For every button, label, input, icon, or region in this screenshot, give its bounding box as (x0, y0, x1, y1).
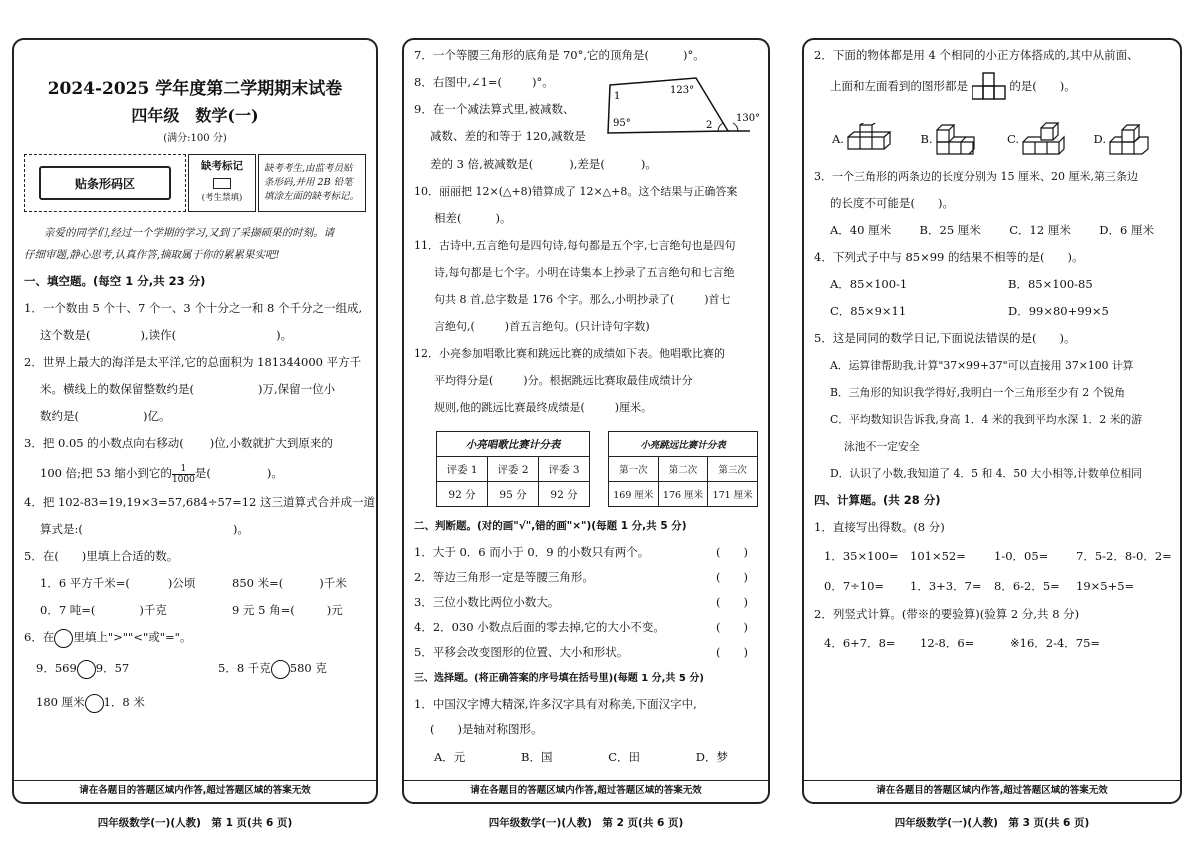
q8-answer[interactable] (502, 76, 532, 91)
angle-arc-130 (733, 123, 738, 131)
angle-arc-2 (718, 123, 723, 131)
q6-c-right: 1．8 米 (103, 695, 145, 709)
answer-area-footer: 请在各题目的答题区域内作答,超过答题区域的答案无效 (14, 780, 376, 802)
jump-value-3: 171 厘米 (708, 482, 758, 507)
page-1 (12, 38, 378, 804)
q10-line-2 (414, 205, 758, 232)
q4-line-1: 4．把 102-83=19,19×3=57,684÷57=12 这三道算式合并成一道 (24, 495, 376, 509)
choice-2-text-a: 上面和左面看到的图形都是 (830, 79, 968, 93)
fraction-numerator: 1 (172, 464, 195, 475)
singing-value-3: 92 分 (539, 482, 590, 507)
q1-answer-reading[interactable] (176, 329, 276, 344)
greeting-line-2: 仔细审题,静心思考,认真作答,摘取属于你的累累果实吧! (24, 249, 280, 261)
q11-text-b: )首七 (704, 293, 731, 306)
q5-heading: 5．在( )里填上合适的数。 (24, 549, 179, 563)
judge-4-text: 4．2．030 小数点后面的零去掉,它的大小不变。 (414, 620, 665, 634)
absent-mark-label: 缺考标记 (201, 160, 243, 172)
choice-2-option-a[interactable] (832, 115, 892, 163)
q3-text-d: 是( (194, 466, 211, 480)
page-number-3: 四年级数学(一)(人教) 第 3 页(共 6 页) (894, 817, 1090, 829)
q5-r2a-unit: )千克 (139, 603, 167, 617)
q8-text-b: )°。 (532, 75, 554, 89)
full-score: (满分:100 分) (163, 133, 227, 144)
judge-5-text: 5．平移会改变图形的位置、大小和形状。 (414, 645, 629, 659)
greeting-line-1: 亲爱的同学们,经过一个学期的学习,又到了采撷硕果的时刻。请 (44, 227, 335, 239)
q1-text-a: 这个数是( (40, 328, 91, 342)
q5-r1b-text: 850 米=( (232, 576, 284, 590)
q5-row-2 (24, 597, 366, 624)
judge-2 (414, 565, 758, 590)
compare-circle-icon (54, 629, 73, 648)
choice-2-option-b-label: B. (920, 132, 933, 146)
q5-r1b-answer[interactable] (283, 577, 319, 592)
singing-value-1: 92 分 (437, 482, 488, 507)
section-3-heading: 三、选择题。(将正确答案的序号填在括号里)(每题 1 分,共 5 分) (414, 673, 704, 684)
q2-text-d: 数约是( (40, 409, 79, 423)
q10-text-b: )。 (495, 211, 512, 225)
choice-5-line: 5．这是同同的数学日记,下面说法错误的是( )。 (814, 331, 1076, 345)
quadrilateral-figure (600, 73, 770, 143)
page-3 (802, 38, 1182, 804)
singing-value-2: 95 分 (488, 482, 539, 507)
choice-2-option-b[interactable] (920, 115, 978, 163)
q12-text-b: )分。根据跳远比赛取最佳成绩计分 (523, 374, 693, 387)
q6-b-right: 580 克 (289, 661, 327, 675)
singing-header-2: 评委 2 (488, 457, 539, 482)
choice-2-option-c[interactable] (1007, 115, 1065, 163)
choice-2-line-2 (814, 69, 1170, 103)
judge-3-paren[interactable]: ( ) (716, 595, 748, 609)
q12-text-d: )厘米。 (614, 401, 653, 414)
q12-answer-avg[interactable] (493, 374, 523, 389)
q12-answer-jump[interactable] (585, 401, 615, 416)
exam-grade-subject: 四年级 数学(一) (131, 106, 259, 125)
q11-line-1: 11．古诗中,五言绝句是四句诗,每句都是五个字,七言绝句也是四句 (414, 239, 736, 252)
q5-r1a-text: 1．6 平方千米=( (40, 576, 130, 590)
judge-5 (414, 640, 758, 665)
page-number-1: 四年级数学(一)(人教) 第 1 页(共 6 页) (97, 817, 293, 829)
jump-header-1: 第一次 (609, 457, 659, 482)
q6-a-right: 9．57 (95, 661, 130, 675)
q6-text-b: 里填上">""<"或"="。 (73, 630, 192, 644)
choice-4-option-a[interactable]: A．85×100-1 (830, 277, 908, 291)
judge-3-text: 3．三位小数比两位小数大。 (414, 595, 560, 609)
choice-2-option-c-label: C. (1007, 132, 1020, 146)
jump-header-3: 第三次 (708, 457, 758, 482)
answer-area-footer-3: 请在各题目的答题区域内作答,超过答题区域的答案无效 (804, 780, 1180, 802)
q6-text-a: 6．在 (24, 630, 55, 644)
calc-1-r2-d: 19×5+5= (1076, 579, 1135, 593)
judge-2-paren[interactable]: ( ) (716, 570, 748, 584)
q9-line-2: 减数、差的和等于 120,减数是 (430, 129, 586, 143)
cube-stack-c-icon (1021, 122, 1065, 156)
singing-header-1: 评委 1 (437, 457, 488, 482)
q11-text-d: )首五言绝句。(只计诗句字数) (504, 320, 650, 333)
q5-r1b-unit: )千米 (319, 576, 347, 590)
judge-2-text: 2．等边三角形一定是等腰三角形。 (414, 570, 594, 584)
q9-line-3 (414, 151, 758, 178)
q1-answer-number[interactable] (91, 329, 141, 344)
exam-title: 2024-2025 学年度第二学期期末试卷 (47, 79, 343, 99)
q11-line-4 (414, 313, 758, 340)
q10-answer[interactable] (462, 212, 496, 227)
q7-text-b: )°。 (683, 48, 705, 62)
q3-text-a: 3．把 0.05 的小数点向右移动( (24, 436, 184, 450)
q3-answer-2[interactable] (211, 467, 267, 482)
q1-line-1: 1．一个数由 5 个十、7 个一、3 个十分之一和 8 个千分之一组成, (24, 301, 363, 315)
q11-answer-7[interactable] (674, 293, 704, 308)
q9-answer-diff[interactable] (605, 158, 641, 173)
calc-1-r1-c: 1-0．05= (994, 549, 1049, 563)
q6-row-1 (24, 651, 366, 685)
choice-2-options (814, 103, 1170, 163)
q11-answer-5[interactable] (475, 320, 505, 335)
singing-table-caption: 小亮唱歌比赛计分表 (437, 432, 590, 457)
q12-text-c: 规则,他的跳远比赛最终成绩是( (434, 401, 585, 414)
judge-1-text: 1．大于 0．6 而小于 0．9 的小数只有两个。 (414, 545, 650, 559)
calc-2-row (814, 628, 1170, 658)
q3-line-2 (24, 457, 366, 489)
judge-4-paren[interactable]: ( ) (716, 620, 748, 634)
q3-text-c: 100 倍;把 53 缩小到它的 (40, 466, 172, 480)
q8-text-a: 8．右图中,∠1=( (414, 75, 503, 89)
q6-a-left: 9．569 (36, 661, 77, 675)
calc-1-r1-d: 7．5-2．8-0．2= (1076, 549, 1172, 563)
q6-row-2 (24, 685, 366, 719)
q6-heading (24, 624, 366, 651)
choice-5-option-c-2: 泳池不一定安全 (844, 440, 920, 453)
choice-2-line-1: 2．下面的物体都是用 4 个相同的小正方体搭成的,其中从前面、 (814, 48, 1139, 62)
jump-header-2: 第二次 (658, 457, 708, 482)
q2-text-e: )亿。 (143, 409, 171, 423)
choice-5-option-d[interactable]: D．认识了小数,我知道了 4．5 和 4．50 大小相等,计数单位相同 (830, 467, 1142, 480)
choice-4-line: 4．下列式子中与 85×99 的结果不相等的是( )。 (814, 250, 1084, 264)
calc-1-heading: 1．直接写出得数。(8 分) (814, 520, 945, 534)
absent-mark-box (188, 154, 256, 212)
choice-3-option-b[interactable]: B．25 厘米 (919, 223, 981, 237)
cube-stack-b-icon (935, 122, 979, 156)
q12-line-3 (414, 394, 758, 421)
q8-q9-block (414, 69, 761, 151)
judge-1-paren[interactable]: ( ) (716, 545, 748, 559)
judge-1 (414, 540, 758, 565)
q9-text-c: )。 (640, 157, 657, 171)
q11-text-a: 句共 8 首,总字数是 176 个字。那么,小明抄录了( (434, 293, 675, 306)
page-number-2: 四年级数学(一)(人教) 第 2 页(共 6 页) (488, 817, 684, 829)
q3-line-1 (24, 430, 366, 457)
choice-4-row-2 (814, 298, 1170, 325)
q5-r2a-answer[interactable] (95, 604, 139, 619)
calc-2-c: ※16．2-4．75= (1010, 636, 1101, 650)
q2-line-1 (24, 349, 366, 376)
q7-line (414, 42, 758, 69)
jump-value-1: 169 厘米 (609, 482, 659, 507)
calc-1-r2-a: 0．7÷10= (824, 579, 885, 593)
section-2-heading: 二、判断题。(对的画"√",错的画"×")(每题 1 分,共 5 分) (414, 520, 687, 532)
choice-2-option-d-label: D. (1093, 132, 1106, 146)
q5-r2b-answer[interactable] (295, 604, 327, 619)
q9-text-b: ),差是( (569, 157, 605, 171)
q1-text-b: ),读作( (140, 328, 177, 342)
choice-1-option-d[interactable]: D．梦 (695, 750, 728, 764)
q11-line-2: 诗,每句都是七个字。小明在诗集本上抄录了五言绝句和七言绝 (434, 266, 735, 279)
cube-stack-a-icon (846, 123, 892, 155)
q12-line-1: 12．小亮参加唱歌比赛和跳远比赛的成绩如下表。他唱歌比赛的 (414, 347, 725, 360)
calc-2-heading: 2．列竖式计算。(带※的要验算)(验算 2 分,共 8 分) (814, 607, 1080, 621)
choice-1-options (414, 742, 758, 772)
q2-line-2 (24, 376, 366, 403)
choice-1-line-1: 1．中国汉字博大精深,许多汉字具有对称美,下面汉字中, (414, 697, 697, 711)
q11-line-3 (414, 286, 758, 313)
angle-label-95: 95° (613, 118, 631, 129)
absent-note: 缺考考生,由监考员贴条形码,并用 2B 铅笔填涂左面的缺考标记。 (258, 154, 366, 212)
calc-1-r1-b: 101×52= (910, 549, 966, 563)
q6-c-left: 180 厘米 (36, 695, 85, 709)
q12-line-2 (414, 367, 758, 394)
calc-2-a: 4．6+7．8= (824, 636, 896, 650)
choice-1-option-c[interactable]: C．田 (608, 750, 641, 764)
q7-answer[interactable] (649, 49, 683, 64)
choice-3-line-2: 的长度不可能是( )。 (830, 196, 954, 210)
q9-text-a: 差的 3 倍,被减数是( (430, 157, 534, 171)
angle-label-2: 2 (706, 120, 713, 131)
singing-header-3: 评委 3 (539, 457, 590, 482)
barcode-label: 贴条形码区 (39, 166, 171, 200)
choice-3-option-c[interactable]: C．12 厘米 (1009, 223, 1071, 237)
q4-text-b: )。 (232, 522, 249, 536)
id-row (24, 154, 366, 216)
choice-5-option-b[interactable]: B．三角形的知识我学得好,我明白一个三角形至少有 2 个锐角 (830, 386, 1126, 399)
q5-r2b-unit: )元 (326, 603, 343, 617)
q5-r2a-text: 0．7 吨=( (40, 603, 96, 617)
section-4-heading: 四、计算题。(共 28 分) (814, 493, 941, 507)
q9-line-1: 9．在一个减法算式里,被减数、 (414, 102, 575, 116)
q1-line-2 (24, 322, 366, 349)
choice-5-option-c-1[interactable]: C．平均数知识告诉我,身高 1．4 米的我到平均水深 1．2 米的游 (830, 413, 1143, 426)
q2-text-a: 2．世界上最大的海洋是太平洋,它的总面积为 181344000 平方千 (24, 355, 362, 369)
q5-row-1 (24, 570, 366, 597)
q6-b-left: 5．8 千克 (218, 661, 271, 675)
q2-text-c: )万,保留一位小 (258, 382, 336, 396)
choice-1-option-a[interactable]: A．元 (434, 750, 466, 764)
singing-score-table (436, 431, 590, 507)
answer-area-footer-2: 请在各题目的答题区域内作答,超过答题区域的答案无效 (404, 780, 768, 802)
q2-answer-wan[interactable] (194, 383, 258, 398)
choice-4-row-1 (814, 271, 1170, 298)
q1-text-c: )。 (276, 328, 293, 342)
calc-1-r2-b: 1．3+3．7= (910, 579, 982, 593)
choice-1-option-b[interactable]: B．国 (521, 750, 553, 764)
q7-text-a: 7．一个等腰三角形的底角是 70°,它的顶角是( (414, 48, 649, 62)
absent-mark-checkbox[interactable] (213, 178, 231, 189)
angle-label-130: 130° (736, 113, 761, 124)
greeting (24, 222, 366, 268)
q9-answer-minuend[interactable] (533, 158, 569, 173)
q3-answer-1[interactable] (184, 437, 210, 452)
jump-score-table (608, 431, 758, 507)
calc-1-row-2 (814, 571, 1170, 601)
choice-2-text-b: 的是( )。 (1009, 79, 1076, 93)
q5-r2b-text: 9 元 5 角=( (232, 603, 295, 617)
judge-5-paren[interactable]: ( ) (716, 645, 748, 659)
q4-line-2 (24, 516, 366, 543)
judge-4 (414, 615, 758, 640)
fraction-denominator: 1000 (171, 474, 195, 485)
angle-label-1: 1 (614, 91, 621, 102)
q4-answer[interactable] (83, 523, 233, 538)
q2-line-3 (24, 403, 366, 430)
score-tables (414, 421, 758, 513)
choice-1-line-2: ( )是轴对称图形。 (430, 722, 543, 736)
absent-mark-sub: (考生禁填) (201, 193, 243, 203)
q6-a-circle[interactable] (77, 660, 96, 679)
choice-4-option-d[interactable]: D．99×80+99×5 (1008, 304, 1109, 318)
choice-4-option-c[interactable]: C．85×9×11 (830, 304, 907, 318)
calc-2-b: 12-8．6= (920, 636, 975, 650)
choice-2-option-a-label: A. (832, 132, 844, 146)
jump-table-caption: 小亮跳远比赛计分表 (609, 432, 758, 457)
section-1-heading: 一、填空题。(每空 1 分,共 23 分) (24, 274, 206, 288)
q12-text-a: 平均得分是( (434, 374, 494, 387)
q6-b-circle[interactable] (271, 660, 290, 679)
fraction (172, 464, 195, 485)
q4-text-a: 算式是:( (40, 522, 83, 536)
choice-3-option-d[interactable]: D．6 厘米 (1099, 223, 1154, 237)
choice-2-option-d[interactable] (1094, 115, 1152, 163)
view-shape-icon (972, 72, 1006, 102)
choice-3-option-a[interactable]: A．40 厘米 (830, 223, 892, 237)
cube-stack-d-icon (1108, 122, 1152, 156)
q11-text-c: 言绝句,( (434, 320, 475, 333)
q10-text-a: 相差( (434, 211, 462, 225)
q10-line-1: 10．丽丽把 12×(△+8)错算成了 12×△+8。这个结果与正确答案 (414, 185, 738, 198)
q5-r1a-answer[interactable] (130, 577, 168, 592)
choice-3-line-1: 3．一个三角形的两条边的长度分别为 15 厘米、20 厘米,第三条边 (814, 170, 1138, 183)
q3-text-e: )。 (266, 466, 283, 480)
judge-3 (414, 590, 758, 615)
calc-1-row-1 (814, 541, 1170, 571)
q5-r1a-unit: )公顷 (167, 576, 196, 590)
choice-3-options (814, 217, 1170, 244)
q2-answer-yi[interactable] (79, 410, 143, 425)
calc-1-r1-a: 1．35×100= (824, 549, 899, 563)
calc-1-r2-c: 8．6-2．5= (994, 579, 1060, 593)
angle-label-123: 123° (670, 85, 695, 96)
choice-5-option-a[interactable]: A．运算律帮助我,计算"37×99+37"可以直接用 37×100 计算 (830, 359, 1134, 372)
q6-c-circle[interactable] (85, 694, 104, 713)
q2-text-b: 米。横线上的数保留整数约是( (40, 382, 194, 396)
q3-text-b: )位,小数就扩大到原来的 (209, 436, 333, 450)
choice-4-option-b[interactable]: B．85×100-85 (1008, 277, 1093, 291)
jump-value-2: 176 厘米 (658, 482, 708, 507)
page-2 (402, 38, 770, 804)
barcode-area (24, 154, 186, 212)
